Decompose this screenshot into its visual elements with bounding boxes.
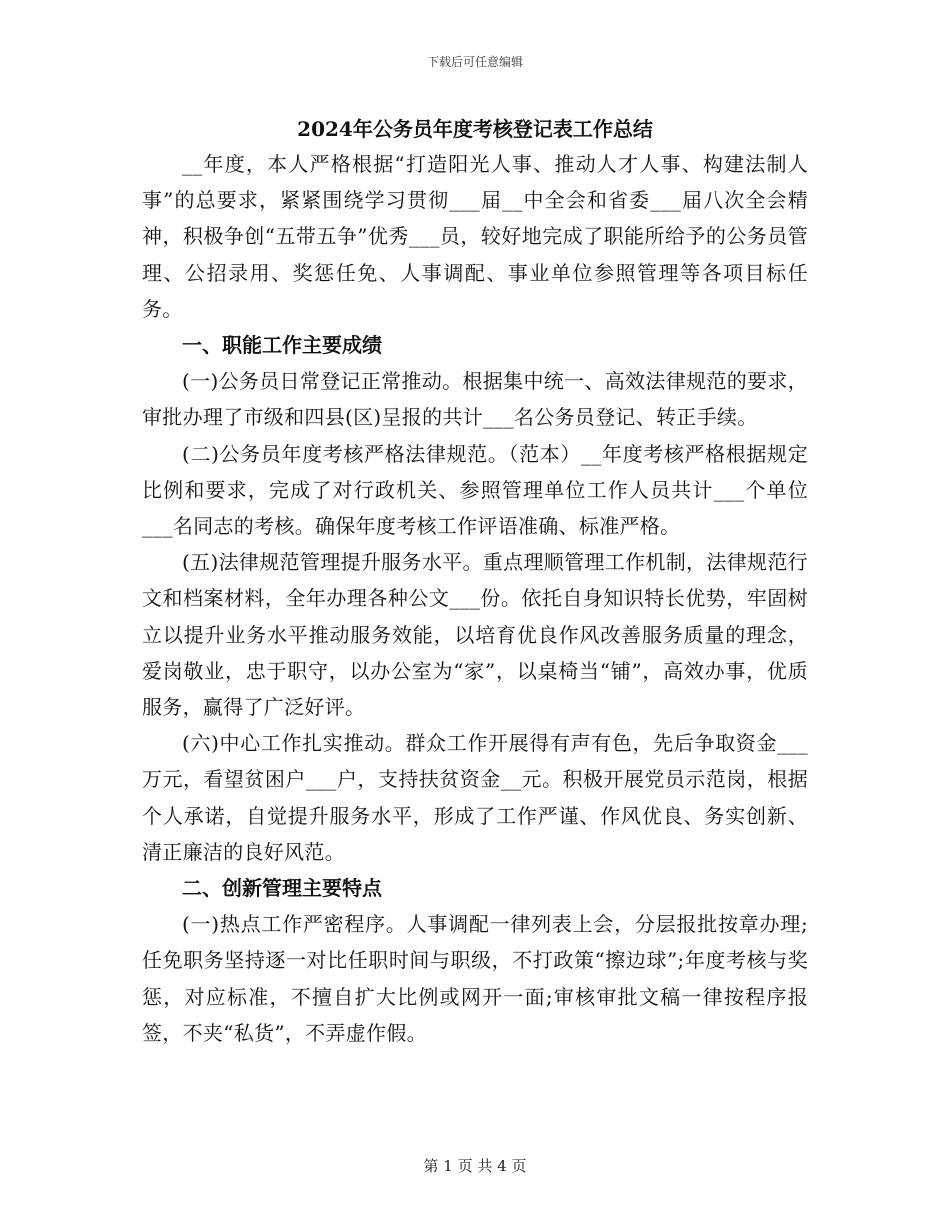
paragraph-central-work: (六)中心工作扎实推动。群众工作开展得有声有色，先后争取资金___万元，看望贫困户___户，支持扶贫资金__元。积极开展党员示范岗，根据个人承诺，自觉提升服务水平，形成了工作严谨、作风优良、务实创新、清正廉洁的良好风范。	[142, 731, 808, 864]
page-header-note: 下载后可任意编辑	[426, 55, 523, 69]
intro-paragraph: __年度，本人严格根据“打造阳光人事、推动人才人事、构建法制人事”的总要求，紧紧围绕学习贯彻___届__中全会和省委___届八次全会精神，积极争创“五带五争”优秀___员，较好地完成了职能所给予的公务员管理、公招录用、奖惩任免、人事调配、事业单位参照管理等各项目标任务。	[142, 152, 808, 321]
section-heading-achievements: 一、职能工作主要成绩	[182, 333, 382, 358]
section-heading-innovation: 二、创新管理主要特点	[182, 876, 382, 901]
document-body	[142, 112, 808, 1051]
page-number: 第 1 页 共 4 页	[423, 1157, 527, 1175]
paragraph-service-level: (五)法律规范管理提升服务水平。重点理顺管理工作机制，法律规范行文和档案材料，全年办理各种公文___份。依托自身知识特长优势，牢固树立以提升业务水平推动服务效能，以培育优良作风改善服务质量的理念，爱岗敬业，忠于职守，以办公室为“家”，以桌椅当“铺”，高效办事，优质服务，赢得了广泛好评。	[142, 550, 808, 720]
paragraph-registration: (一)公务员日常登记正常推动。根据集中统一、高效法律规范的要求，审批办理了市级和四县(区)呈报的共计___名公务员登记、转正手续。	[142, 369, 808, 430]
document-title: 2024年公务员年度考核登记表工作总结	[297, 117, 653, 141]
paragraph-annual-assessment: (二)公务员年度考核严格法律规范。（范本）__年度考核严格根据规定比例和要求，完成了对行政机关、参照管理单位工作人员共计___个单位___名同志的考核。确保年度考核工作评语准确、标准严格。	[142, 441, 808, 539]
paragraph-strict-procedure: (一)热点工作严密程序。人事调配一律列表上会，分层报批按章办理;任免职务坚持逐一对比任职时间与职级，不打政策“擦边球”;年度考核与奖惩，对应标准，不擅自扩大比例或网开一面;审核审批文稿一律按程序报签，不夹“私货”，不弄虚作假。	[142, 912, 808, 1045]
